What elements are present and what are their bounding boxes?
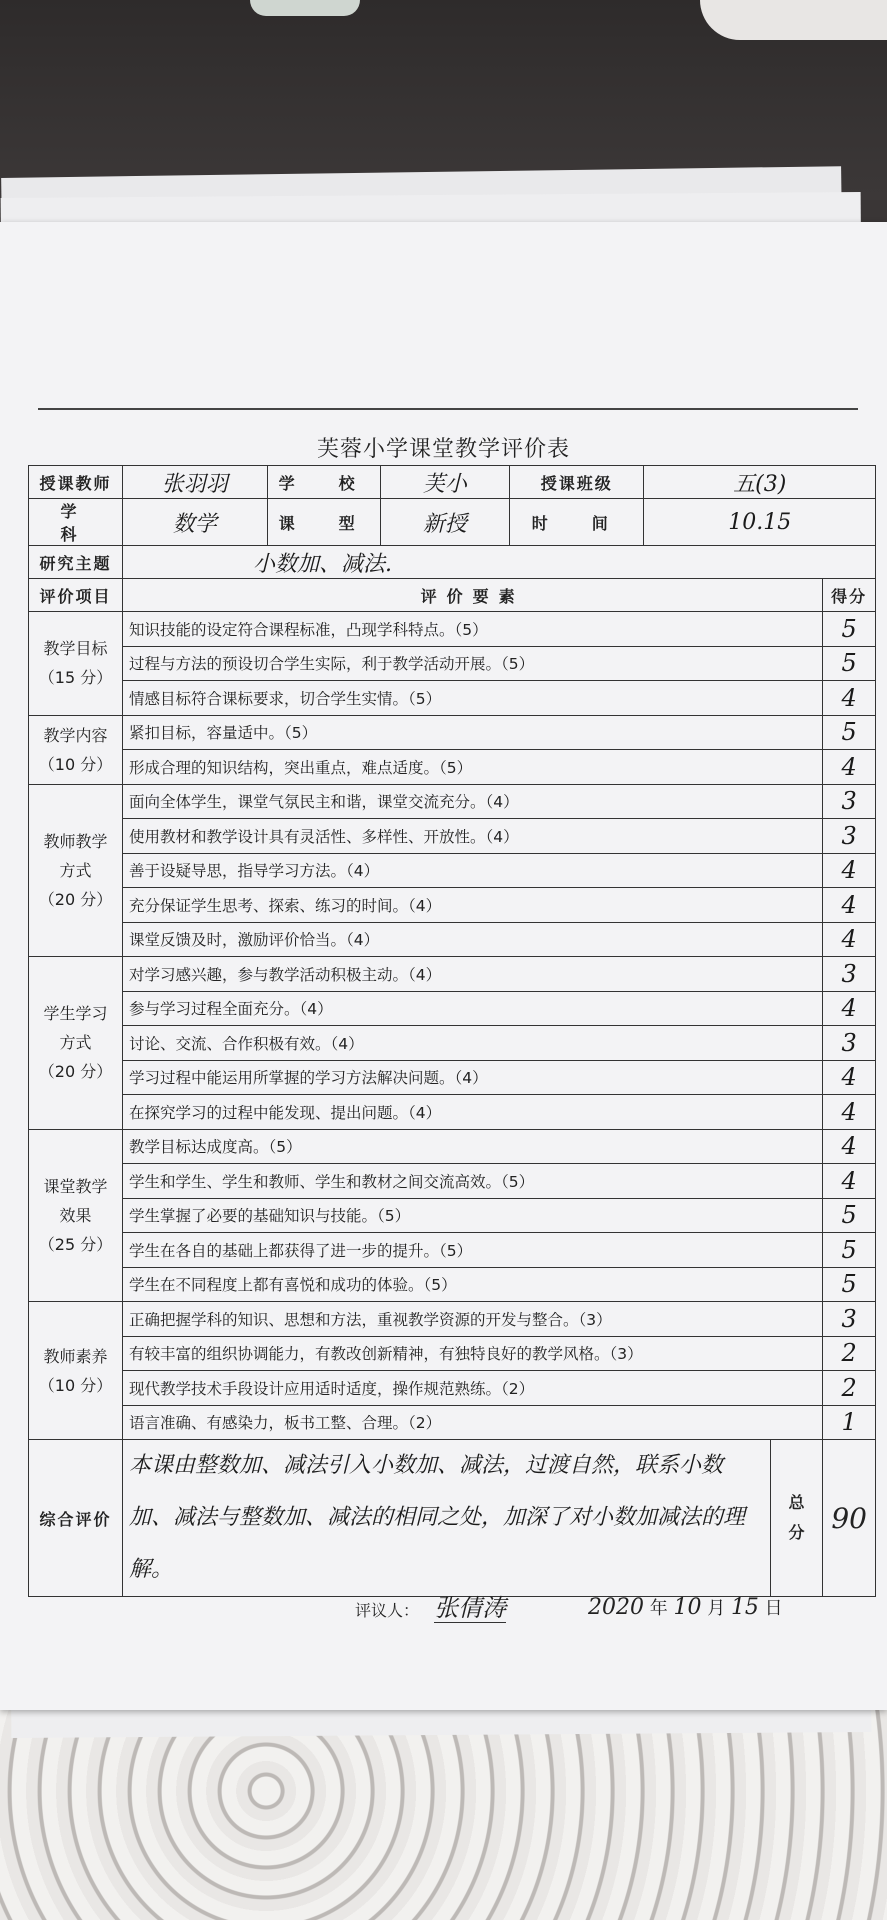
criteria-score: 3 bbox=[823, 784, 876, 819]
criteria-row bbox=[29, 1026, 876, 1061]
criteria-text: 学习过程中能运用所掌握的学习方法解决问题。（4） bbox=[122, 1060, 822, 1095]
criteria-text: 知识技能的设定符合课程标准，凸现学科特点。（5） bbox=[122, 612, 822, 647]
summary-row bbox=[29, 1440, 876, 1597]
teacher-value: 张羽羽 bbox=[122, 466, 267, 499]
criteria-text: 语言准确、有感染力，板书工整、合理。（2） bbox=[122, 1405, 822, 1440]
date-month: 10 bbox=[673, 1595, 702, 1620]
category-name-line: （15 分） bbox=[38, 668, 113, 688]
column-header-row bbox=[29, 579, 876, 612]
criteria-score: 2 bbox=[823, 1336, 876, 1371]
criteria-text: 参与学习过程全面充分。（4） bbox=[122, 991, 822, 1026]
review-date bbox=[588, 1594, 783, 1620]
criteria-text: 紧扣目标，容量适中。（5） bbox=[122, 715, 822, 750]
criteria-text: 学生在各自的基础上都获得了进一步的提升。（5） bbox=[122, 1233, 822, 1268]
criteria-row bbox=[29, 612, 876, 647]
criteria-score: 3 bbox=[823, 957, 876, 992]
lace-cloth bbox=[0, 1705, 887, 1920]
criteria-row bbox=[29, 991, 876, 1026]
criteria-text: 善于设疑导思，指导学习方法。（4） bbox=[122, 853, 822, 888]
category-name-line: （10 分） bbox=[38, 1375, 113, 1395]
category-name-line: 教学目标 bbox=[43, 639, 108, 659]
total-label bbox=[770, 1440, 823, 1597]
type-label: 课 型 bbox=[267, 499, 380, 546]
criteria-text: 有较丰富的组织协调能力，有教改创新精神，有独特良好的教学风格。（3） bbox=[122, 1336, 822, 1371]
criteria-score: 5 bbox=[823, 715, 876, 750]
category-cell bbox=[29, 957, 123, 1130]
criteria-row bbox=[29, 1233, 876, 1268]
criteria-text: 学生在不同程度上都有喜悦和成功的体验。（5） bbox=[122, 1267, 822, 1302]
topic-value: 小数加、减法. bbox=[122, 546, 875, 579]
criteria-row bbox=[29, 681, 876, 716]
criteria-row bbox=[29, 1336, 876, 1371]
teacher-label: 授课教师 bbox=[29, 466, 123, 499]
criteria-row bbox=[29, 1371, 876, 1406]
reviewer-signature: 张倩涛 bbox=[434, 1594, 507, 1622]
criteria-text: 使用教材和教学设计具有灵活性、多样性、开放性。（4） bbox=[122, 819, 822, 854]
criteria-score: 4 bbox=[823, 750, 876, 785]
category-name-line: （10 分） bbox=[38, 754, 113, 774]
category-cell bbox=[29, 612, 123, 716]
criteria-text: 讨论、交流、合作积极有效。（4） bbox=[122, 1026, 822, 1061]
category-cell bbox=[29, 1302, 123, 1440]
total-score: 90 bbox=[823, 1440, 876, 1597]
criteria-row bbox=[29, 646, 876, 681]
total-label-char: 总 bbox=[788, 1493, 805, 1512]
criteria-row bbox=[29, 1095, 876, 1130]
reviewer bbox=[355, 1588, 506, 1623]
criteria-row bbox=[29, 750, 876, 785]
criteria-row bbox=[29, 1302, 876, 1337]
time-value: 10.15 bbox=[644, 499, 876, 546]
criteria-score: 4 bbox=[823, 1164, 876, 1199]
criteria-row bbox=[29, 1129, 876, 1164]
criteria-text: 充分保证学生思考、探索、练习的时间。（4） bbox=[122, 888, 822, 923]
top-rule-line bbox=[38, 408, 858, 410]
criteria-score: 3 bbox=[823, 1026, 876, 1061]
criteria-text: 形成合理的知识结构，突出重点，难点适度。（5） bbox=[122, 750, 822, 785]
date-year: 2020 bbox=[588, 1595, 644, 1620]
criteria-score: 4 bbox=[823, 888, 876, 923]
category-cell bbox=[29, 715, 123, 784]
column-score: 得分 bbox=[823, 579, 876, 612]
criteria-score: 4 bbox=[823, 1095, 876, 1130]
criteria-text: 教学目标达成度高。（5） bbox=[122, 1129, 822, 1164]
evaluation-table bbox=[28, 465, 876, 1597]
topic-label: 研究主题 bbox=[29, 546, 123, 579]
header-row-1 bbox=[29, 466, 876, 499]
criteria-score: 2 bbox=[823, 1371, 876, 1406]
criteria-row bbox=[29, 784, 876, 819]
category-name-line: 教学内容 bbox=[43, 725, 108, 745]
criteria-score: 5 bbox=[823, 1233, 876, 1268]
topic-row bbox=[29, 546, 876, 579]
criteria-row bbox=[29, 819, 876, 854]
criteria-row bbox=[29, 1164, 876, 1199]
criteria-text: 现代教学技术手段设计应用适时适度，操作规范熟练。（2） bbox=[122, 1371, 822, 1406]
type-value: 新授 bbox=[380, 499, 509, 546]
category-name-line: 教师素养 bbox=[43, 1346, 108, 1366]
criteria-score: 4 bbox=[823, 991, 876, 1026]
subject-label: 学 科 bbox=[29, 499, 123, 546]
date-year-unit: 年 bbox=[649, 1598, 668, 1619]
time-label: 时 间 bbox=[510, 499, 644, 546]
criteria-score: 5 bbox=[823, 1267, 876, 1302]
category-name-line: 课堂教学 bbox=[43, 1176, 108, 1196]
criteria-score: 4 bbox=[823, 922, 876, 957]
column-category: 评价项目 bbox=[29, 579, 123, 612]
criteria-text: 课堂反馈及时，激励评价恰当。（4） bbox=[122, 922, 822, 957]
criteria-row bbox=[29, 1267, 876, 1302]
criteria-text: 情感目标符合课标要求，切合学生实情。（5） bbox=[122, 681, 822, 716]
criteria-text: 对学习感兴趣，参与教学活动积极主动。（4） bbox=[122, 957, 822, 992]
criteria-score: 5 bbox=[823, 612, 876, 647]
reviewer-label: 评议人： bbox=[355, 1601, 420, 1620]
criteria-text: 过程与方法的预设切合学生实际，利于教学活动开展。（5） bbox=[122, 646, 822, 681]
category-name-line: 效果 bbox=[59, 1205, 92, 1225]
criteria-row bbox=[29, 957, 876, 992]
date-day: 15 bbox=[730, 1595, 759, 1620]
criteria-score: 4 bbox=[823, 1129, 876, 1164]
date-day-unit: 日 bbox=[764, 1598, 783, 1619]
category-cell bbox=[29, 1129, 123, 1302]
criteria-score: 4 bbox=[823, 853, 876, 888]
summary-comment: 本课由整数加、减法引入小数加、减法，过渡自然，联系小数加、减法与整数加、减法的相同之处，加深了对小数加减法的理解。 bbox=[122, 1440, 770, 1597]
summary-label: 综合评价 bbox=[29, 1440, 123, 1597]
criteria-score: 3 bbox=[823, 1302, 876, 1337]
criteria-score: 5 bbox=[823, 1198, 876, 1233]
total-label-char: 分 bbox=[788, 1523, 805, 1542]
category-name-line: 方式 bbox=[59, 1033, 92, 1053]
criteria-text: 学生掌握了必要的基础知识与技能。（5） bbox=[122, 1198, 822, 1233]
school-label: 学 校 bbox=[267, 466, 380, 499]
column-criteria: 评价要素 bbox=[122, 579, 822, 612]
criteria-row bbox=[29, 1405, 876, 1440]
class-label: 授课班级 bbox=[510, 466, 644, 499]
criteria-text: 学生和学生、学生和教师、学生和教材之间交流高效。（5） bbox=[122, 1164, 822, 1199]
class-value: 五(3) bbox=[644, 466, 876, 499]
header-row-2 bbox=[29, 499, 876, 546]
category-cell bbox=[29, 784, 123, 957]
cup-object bbox=[700, 0, 887, 40]
criteria-row bbox=[29, 1060, 876, 1095]
subject-value: 数学 bbox=[122, 499, 267, 546]
category-name-line: （20 分） bbox=[38, 1062, 113, 1082]
criteria-score: 5 bbox=[823, 646, 876, 681]
date-month-unit: 月 bbox=[707, 1598, 726, 1619]
criteria-text: 在探究学习的过程中能发现、提出问题。（4） bbox=[122, 1095, 822, 1130]
bottle-object bbox=[250, 0, 360, 16]
category-name-line: （20 分） bbox=[38, 889, 113, 909]
criteria-score: 3 bbox=[823, 819, 876, 854]
criteria-score: 4 bbox=[823, 1060, 876, 1095]
form-title: 芙蓉小学课堂教学评价表 bbox=[316, 437, 570, 462]
criteria-row bbox=[29, 715, 876, 750]
category-name-line: （25 分） bbox=[38, 1234, 113, 1254]
criteria-row bbox=[29, 1198, 876, 1233]
category-name-line: 教师教学 bbox=[43, 831, 108, 851]
criteria-score: 1 bbox=[823, 1405, 876, 1440]
criteria-text: 面向全体学生，课堂气氛民主和谐，课堂交流充分。（4） bbox=[122, 784, 822, 819]
criteria-row bbox=[29, 922, 876, 957]
criteria-score: 4 bbox=[823, 681, 876, 716]
category-name-line: 方式 bbox=[59, 860, 92, 880]
criteria-row bbox=[29, 853, 876, 888]
criteria-row bbox=[29, 888, 876, 923]
category-name-line: 学生学习 bbox=[43, 1004, 108, 1024]
criteria-text: 正确把握学科的知识、思想和方法，重视教学资源的开发与整合。（3） bbox=[122, 1302, 822, 1337]
school-value: 芙小 bbox=[380, 466, 509, 499]
